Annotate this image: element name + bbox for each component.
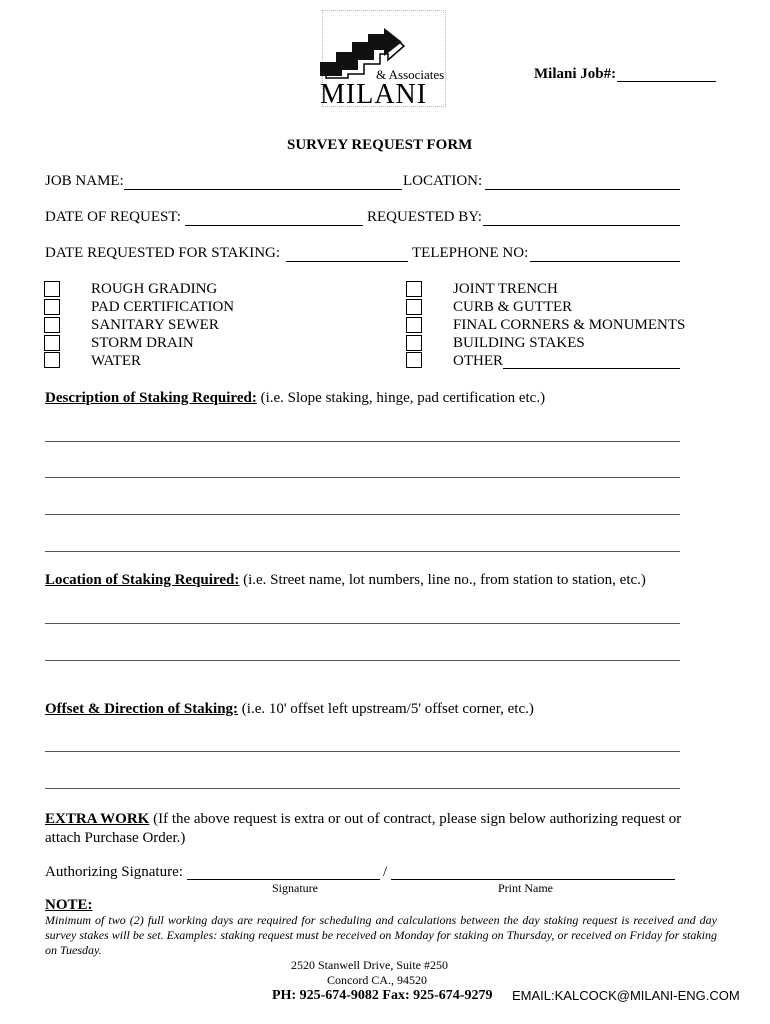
job-name-field[interactable] — [124, 189, 402, 190]
footer-address-1: 2520 Stanwell Drive, Suite #250 — [291, 958, 448, 972]
checkbox-rough-grading[interactable] — [44, 281, 60, 297]
checkbox-curb-gutter[interactable] — [406, 299, 422, 315]
location-heading — [45, 572, 646, 589]
option-storm-drain: STORM DRAIN — [91, 335, 194, 351]
note-text: Minimum of two (2) full working days are required for scheduling and calculations between the day staking request is received and day survey stakes will be set. Examples: staking request must be received on Monday for staking on Thursday, or received on Friday for staking on Tuesday. — [45, 913, 717, 957]
offset-hint: (i.e. 10' offset left upstream/5' offset corner, etc.) — [238, 701, 534, 717]
other-field[interactable] — [503, 368, 680, 369]
print-name-caption: Print Name — [498, 881, 553, 895]
option-rough-grading: ROUGH GRADING — [91, 281, 218, 297]
description-label: Description of Staking Required: — [45, 390, 257, 406]
offset-line-1[interactable] — [45, 751, 680, 752]
authorizing-signature-label: Authorizing Signature: — [45, 864, 183, 880]
signature-separator: / — [383, 864, 388, 880]
option-pad-certification: PAD CERTIFICATION — [91, 299, 235, 315]
location-line-1[interactable] — [45, 623, 680, 624]
footer-email[interactable]: EMAIL:KALCOCK@MILANI-ENG.COM — [512, 988, 740, 1003]
date-of-request-field[interactable] — [185, 225, 363, 226]
checkbox-building-stakes[interactable] — [406, 335, 422, 351]
extra-work-paragraph — [45, 810, 705, 848]
option-curb-gutter: CURB & GUTTER — [453, 299, 573, 315]
job-number-label: Milani Job#: — [534, 66, 617, 82]
telephone-label: TELEPHONE NO: — [412, 245, 529, 261]
description-line-3[interactable] — [45, 514, 680, 515]
date-of-request-label: DATE OF REQUEST: — [45, 209, 181, 225]
date-for-staking-label: DATE REQUESTED FOR STAKING: — [45, 245, 281, 261]
checkbox-water[interactable] — [44, 352, 60, 368]
signature-field[interactable] — [187, 879, 380, 880]
requested-by-label: REQUESTED BY: — [367, 209, 482, 225]
location-req-label: Location of Staking Required: — [45, 572, 240, 588]
checkbox-other[interactable] — [406, 352, 422, 368]
description-line-2[interactable] — [45, 477, 680, 478]
location-label: LOCATION: — [403, 173, 483, 189]
location-req-hint: (i.e. Street name, lot numbers, line no., from station to station, etc.) — [239, 572, 646, 588]
note-label: NOTE: — [45, 897, 93, 913]
requested-by-field[interactable] — [483, 225, 680, 226]
option-final-corners: FINAL CORNERS & MONUMENTS — [453, 317, 686, 333]
telephone-field[interactable] — [530, 261, 680, 262]
checkbox-sanitary-sewer[interactable] — [44, 317, 60, 333]
option-sanitary-sewer: SANITARY SEWER — [91, 317, 219, 333]
option-other: OTHER — [453, 353, 503, 369]
checkbox-joint-trench[interactable] — [406, 281, 422, 297]
form-title: SURVEY REQUEST FORM — [287, 137, 473, 153]
logo-name: MILANI — [320, 79, 428, 110]
extra-work-label: EXTRA WORK — [45, 811, 150, 827]
description-line-1[interactable] — [45, 441, 680, 442]
description-heading — [45, 390, 545, 407]
job-number-field[interactable] — [617, 81, 716, 82]
date-for-staking-field[interactable] — [286, 261, 408, 262]
description-line-4[interactable] — [45, 551, 680, 552]
checkbox-pad-certification[interactable] — [44, 299, 60, 315]
offset-heading — [45, 701, 534, 718]
description-hint: (i.e. Slope staking, hinge, pad certification etc.) — [256, 390, 546, 406]
offset-label: Offset & Direction of Staking: — [45, 701, 239, 717]
option-building-stakes: BUILDING STAKES — [453, 335, 585, 351]
footer-address-2: Concord CA., 94520 — [327, 973, 427, 987]
footer-phone: PH: 925-674-9082 Fax: 925-674-9279 — [272, 988, 493, 1003]
location-line-2[interactable] — [45, 660, 680, 661]
option-water: WATER — [91, 353, 141, 369]
option-joint-trench: JOINT TRENCH — [453, 281, 558, 297]
job-name-label: JOB NAME: — [45, 173, 124, 189]
print-name-field[interactable] — [391, 879, 675, 880]
extra-work-text: (If the above request is extra or out of contract, please sign below authorizing request or attach Purchase Order.) — [45, 811, 682, 846]
checkbox-storm-drain[interactable] — [44, 335, 60, 351]
signature-caption: Signature — [272, 881, 318, 895]
location-field[interactable] — [485, 189, 680, 190]
offset-line-2[interactable] — [45, 788, 680, 789]
checkbox-final-corners[interactable] — [406, 317, 422, 333]
logo-associates: & Associates — [376, 67, 445, 82]
